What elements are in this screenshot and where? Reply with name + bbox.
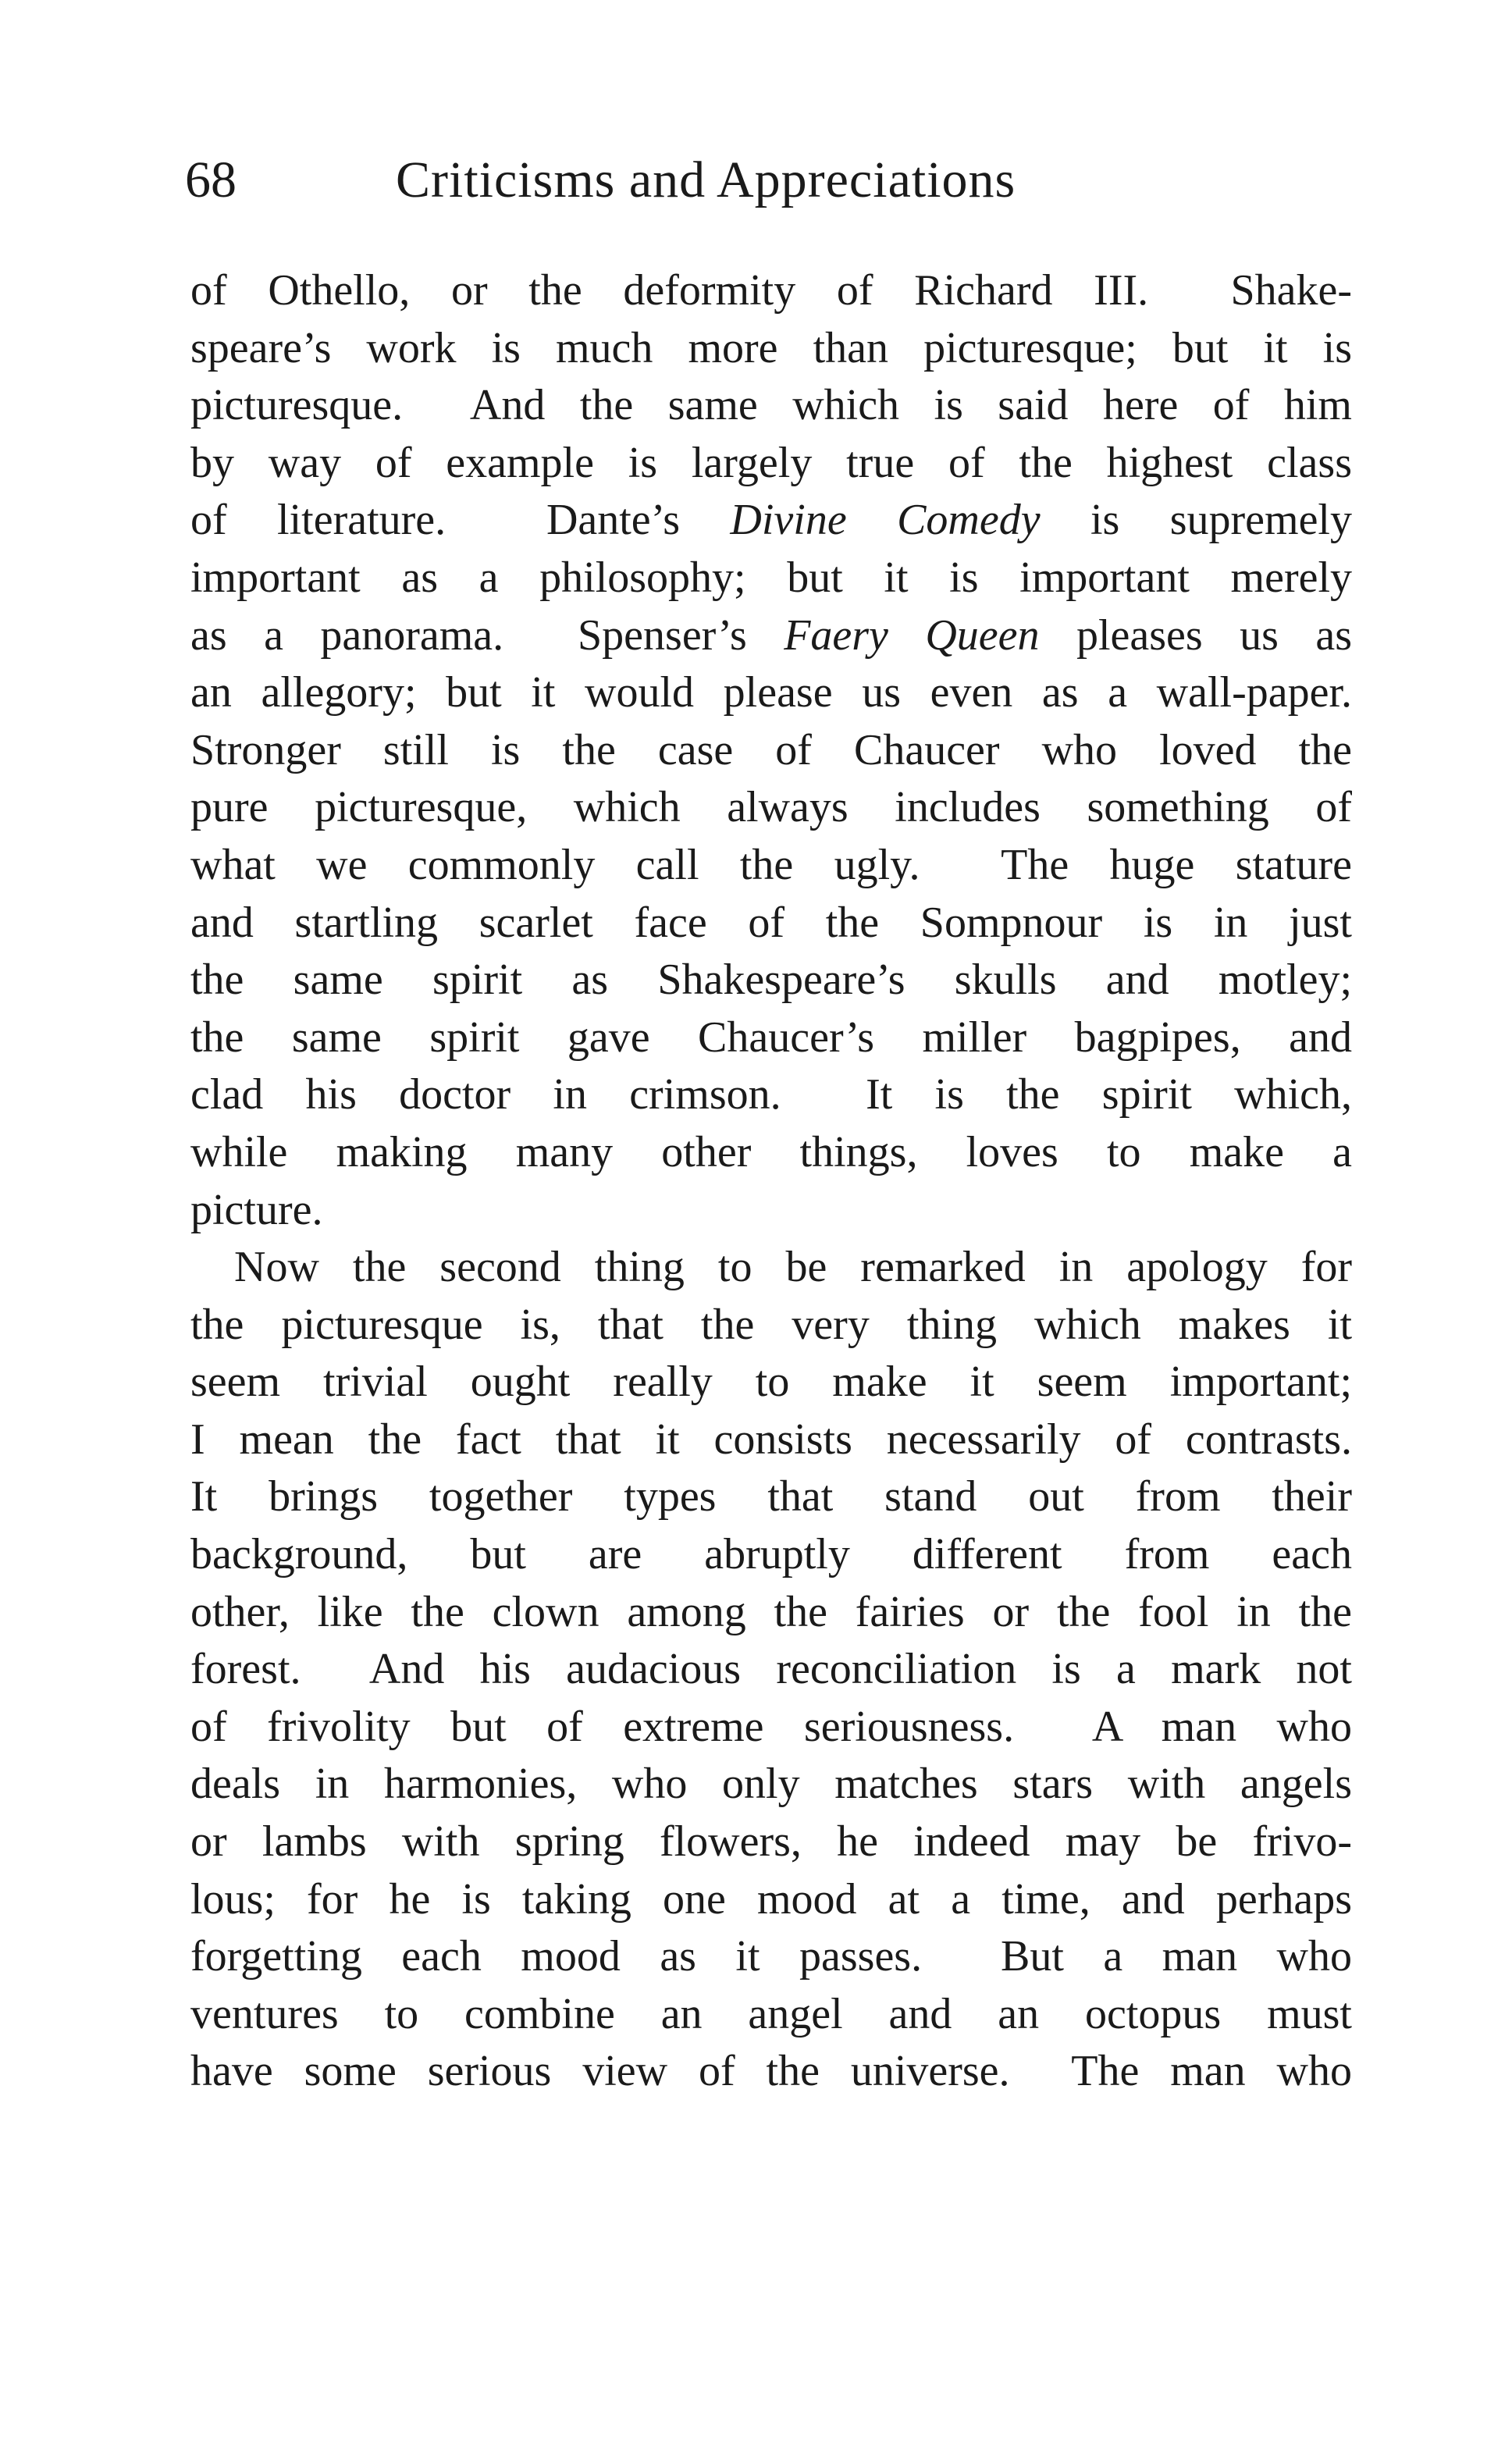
body-text — [190, 262, 1352, 2101]
running-head — [185, 145, 1356, 215]
line-text: I mean the fact that it consists necessarily of contrasts. — [190, 1415, 1352, 1464]
text-line — [190, 1066, 1352, 1124]
line-text: lous; for he is taking one mood at a time, and perhaps — [190, 1874, 1352, 1924]
italic-title: Divine Comedy — [730, 496, 1041, 545]
text-line — [190, 435, 1352, 493]
text-line — [190, 492, 1352, 550]
line-text: picture. — [190, 1185, 323, 1234]
line-text: clad his doctor in crimson. It is the spirit which, — [190, 1070, 1352, 1119]
text-line — [190, 1182, 1352, 1240]
line-text: important as a philosophy; but it is important merely — [190, 553, 1352, 602]
text-line — [190, 377, 1352, 435]
line-text: seem trivial ought really to make it seem important; — [190, 1358, 1352, 1407]
line-text: picturesque. And the same which is said here of him — [190, 381, 1352, 430]
text-line — [190, 2043, 1352, 2101]
text-line — [190, 1297, 1352, 1354]
line-text: It brings together types that stand out from their — [190, 1472, 1352, 1521]
line-text: while making many other things, loves to make a — [190, 1127, 1352, 1176]
text-line — [190, 320, 1352, 378]
text-line — [190, 1928, 1352, 1986]
italic-title: Faery Queen — [784, 610, 1040, 660]
line-text: ventures to combine an angel and an octopus must — [190, 1989, 1352, 2038]
text-line — [190, 1354, 1352, 1411]
text-line — [190, 1813, 1352, 1871]
text-line — [190, 1699, 1352, 1756]
line-text: what we commonly call the ugly. The huge stature — [190, 840, 1352, 889]
text-line — [190, 895, 1352, 952]
line-text: the picturesque is, that the very thing which makes it — [190, 1300, 1352, 1349]
line-text: is supremely — [1040, 496, 1352, 545]
line-text: background, but are abruptly different from each — [190, 1530, 1352, 1579]
line-text: and startling scarlet face of the Sompnour is in just — [190, 898, 1352, 947]
line-text: Now the second thing to be remarked in apology for — [234, 1243, 1352, 1292]
text-line — [190, 262, 1352, 320]
line-text: the same spirit gave Chaucer’s miller bagpipes, and — [190, 1013, 1352, 1062]
text-line — [190, 1009, 1352, 1067]
line-text: pleases us as — [1039, 610, 1352, 660]
text-line — [190, 1584, 1352, 1642]
text-line — [190, 1871, 1352, 1929]
line-text: Stronger still is the case of Chaucer who loved the — [190, 725, 1352, 774]
text-line — [190, 1468, 1352, 1526]
text-line — [190, 664, 1352, 722]
line-text: of Othello, or the deformity of Richard III. Shake- — [190, 266, 1352, 315]
text-line — [190, 722, 1352, 780]
line-text: of literature. Dante’s — [190, 496, 731, 545]
text-line — [190, 779, 1352, 837]
text-line — [190, 952, 1352, 1009]
line-text: by way of example is largely true of the highest class — [190, 438, 1352, 487]
line-text: deals in harmonies, who only matches stars with angels — [190, 1760, 1352, 1809]
line-text: forest. And his audacious reconciliation is a mark not — [190, 1645, 1352, 1694]
line-text: pure picturesque, which always includes something of — [190, 783, 1352, 832]
page-number: 68 — [185, 151, 237, 208]
text-line — [190, 1641, 1352, 1699]
text-line — [190, 607, 1352, 665]
line-text: an allegory; but it would please us even as a wall-paper. — [190, 668, 1352, 717]
line-text: other, like the clown among the fairies or the fool in the — [190, 1587, 1352, 1636]
text-line — [190, 837, 1352, 895]
line-text: the same spirit as Shakespeare’s skulls and motley; — [190, 956, 1352, 1005]
line-text: speare’s work is much more than picturesque; but it is — [190, 323, 1352, 372]
text-line — [190, 1986, 1352, 2044]
line-text: of frivolity but of extreme seriousness. A man who — [190, 1702, 1352, 1751]
text-line — [190, 1411, 1352, 1469]
running-title: Criticisms and Appreciations — [396, 151, 1016, 208]
text-line — [190, 1124, 1352, 1182]
line-text: forgetting each mood as it passes. But a man who — [190, 1932, 1352, 1981]
line-text: or lambs with spring flowers, he indeed may be frivo- — [190, 1817, 1352, 1867]
text-line — [190, 1756, 1352, 1813]
text-line — [190, 1526, 1352, 1584]
text-line — [190, 1239, 1352, 1297]
text-line — [190, 550, 1352, 607]
line-text: as a panorama. Spenser’s — [190, 610, 784, 660]
line-text: have some serious view of the universe. The man who — [190, 2047, 1352, 2096]
